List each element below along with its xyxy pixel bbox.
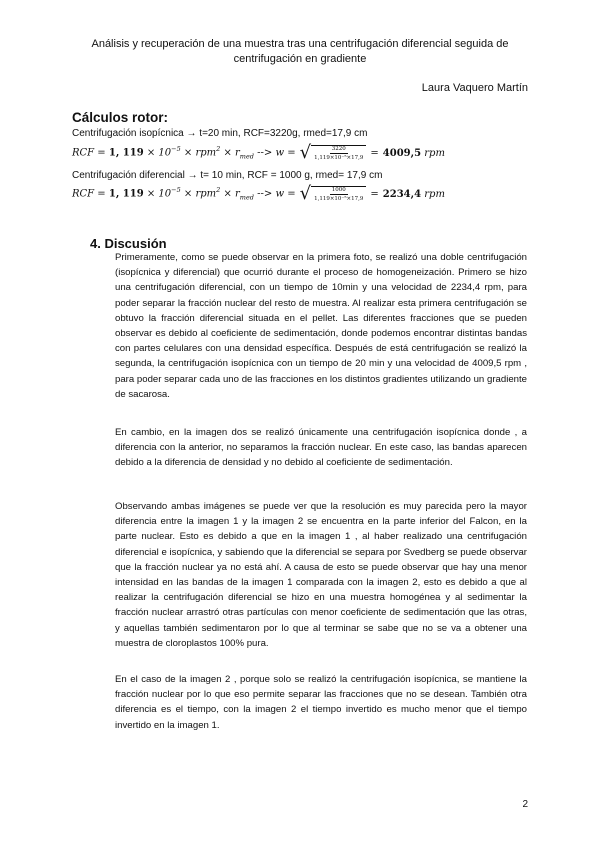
author-name: Laura Vaquero Martín (421, 82, 528, 94)
dif-rcf: 1000 (331, 186, 346, 193)
iso-rcf: 3220 (331, 145, 346, 152)
dif-unit: rpm (424, 188, 445, 200)
coef: 1, 119 (108, 188, 144, 200)
coef: 1, 119 (108, 147, 144, 159)
iso-params-line: Centrifugación isopícnica → t=20 min, RCF=3220g, rmed=17,9 cm (72, 128, 368, 139)
dif-formula: RCF = 1, $119 \times 10^{-5} \times rpm^2 \times r_{med}$ --> w = √ $\frac{1000}{\text{1,119×10⁻⁵×17,9}}$ = 2234,4 rpm (72, 183, 445, 204)
page-number: 2 (522, 799, 528, 810)
discussion-paragraph-4: En el caso de la imagen 2 , porque solo se realizó la centrifugación isopícnica, se mantiene la fracción nuclear por lo que eso permite separar las fracciones que no se desean. También otra diferencia es el tiempo, con la imagen 2 el tiempo invertido es mucho menor que el tiempo invertido en la imagen 1. (115, 674, 527, 731)
exp: −5 (171, 186, 181, 195)
iso-den: 1,119×10⁻⁵×17,9 (314, 154, 364, 161)
iso-result: 4009,5 (382, 147, 422, 159)
iso-unit: rpm (424, 147, 445, 159)
dif-params-line: Centrifugación diferencial → t= 10 min, RCF = 1000 g, rmed= 17,9 cm (72, 170, 383, 181)
discussion-paragraph-2: En cambio, en la imagen dos se realizó únicamente una centrifugación isopícnica donde , a diferencia con la anterior, no separamos la fracción nuclear. En este caso, las bandas aparecen debido a la diferencia de densidad y no debido al coeficiente de sedimentación. (115, 427, 527, 469)
discussion-paragraph-3: Observando ambas imágenes se puede ver que la resolución es muy parecida pero la mayor diferencia entre la imagen 1 y la imagen 2 se encuentra en la parte inferior del Falcon, en la parte nuclear. Esto es debido a que en la imagen 1 , al haber realizado una centrifugación diferencial e isopícnica, y sabiendo que la diferencial se separa por Svedberg se puede observar que la fracción nuclear ya no está ahí. A causa de esto se puede observar que hay una menor intensidad en las bandas de la imagen 1 comparada con la imagen 2, esto es debido a que al realizar la centrifugación diferencial se hizo en una muestra homogénea y al sedimentar la fracción nuclear arrastró otras partículas con menor coeficiente de sedimentación que las otras, y aquellas también sedimentaron por lo que al terminar se sabe que no se va a obtener una muestra de cloroplastos 100% pura. (115, 501, 527, 649)
document-header-title: Análisis y recuperación de una muestra tras una centrifugación diferencial seguida de centrifugación en gradiente (91, 38, 509, 65)
discussion-paragraph-1: Primeramente, como se puede observar en la primera foto, se realizó una doble centrifugación (isopícnica y diferencial) que ocurrió durante el proceso de homogeneización. Primero se hizo una centrifugación diferencial, con un tiempo de 10min y una velocidad de 2234,4 rpm, para poder separar la fracción nuclear del resto de muestra. Al realizar esta primera centrifugación se obtuvo la fracción diferencial situada en el pellet. Las diferentes fracciones que se pueden observar es debido al coeficiente de sedimentación, donde podemos encontrar distintas bandas con partes celulares con una densidad específica. Después de está centrifugación se realizó la segunda, la centrifugación isopícnica con un tiempo de 20 min y una velocidad de 4009,5 rpm , para poder separar cada uno de las fracciones en los distintos gradientes utilizando un gradiente de sacarosa. (115, 252, 527, 400)
exp: −5 (171, 145, 181, 154)
dif-den: 1,119×10⁻⁵×17,9 (314, 195, 364, 202)
iso-formula: RCF = 1, $119 \times 10^{-5} \times rpm^2 \times r_{med}$ --> w = √ $\frac{3220}{\text{1,119×10⁻⁵×17,9}}$ = 4009,5 rpm (72, 142, 445, 163)
rotor-heading: Cálculos rotor: (72, 110, 169, 125)
dif-result: 2234,4 (382, 188, 422, 200)
discussion-heading: 4. Discusión (90, 236, 167, 251)
